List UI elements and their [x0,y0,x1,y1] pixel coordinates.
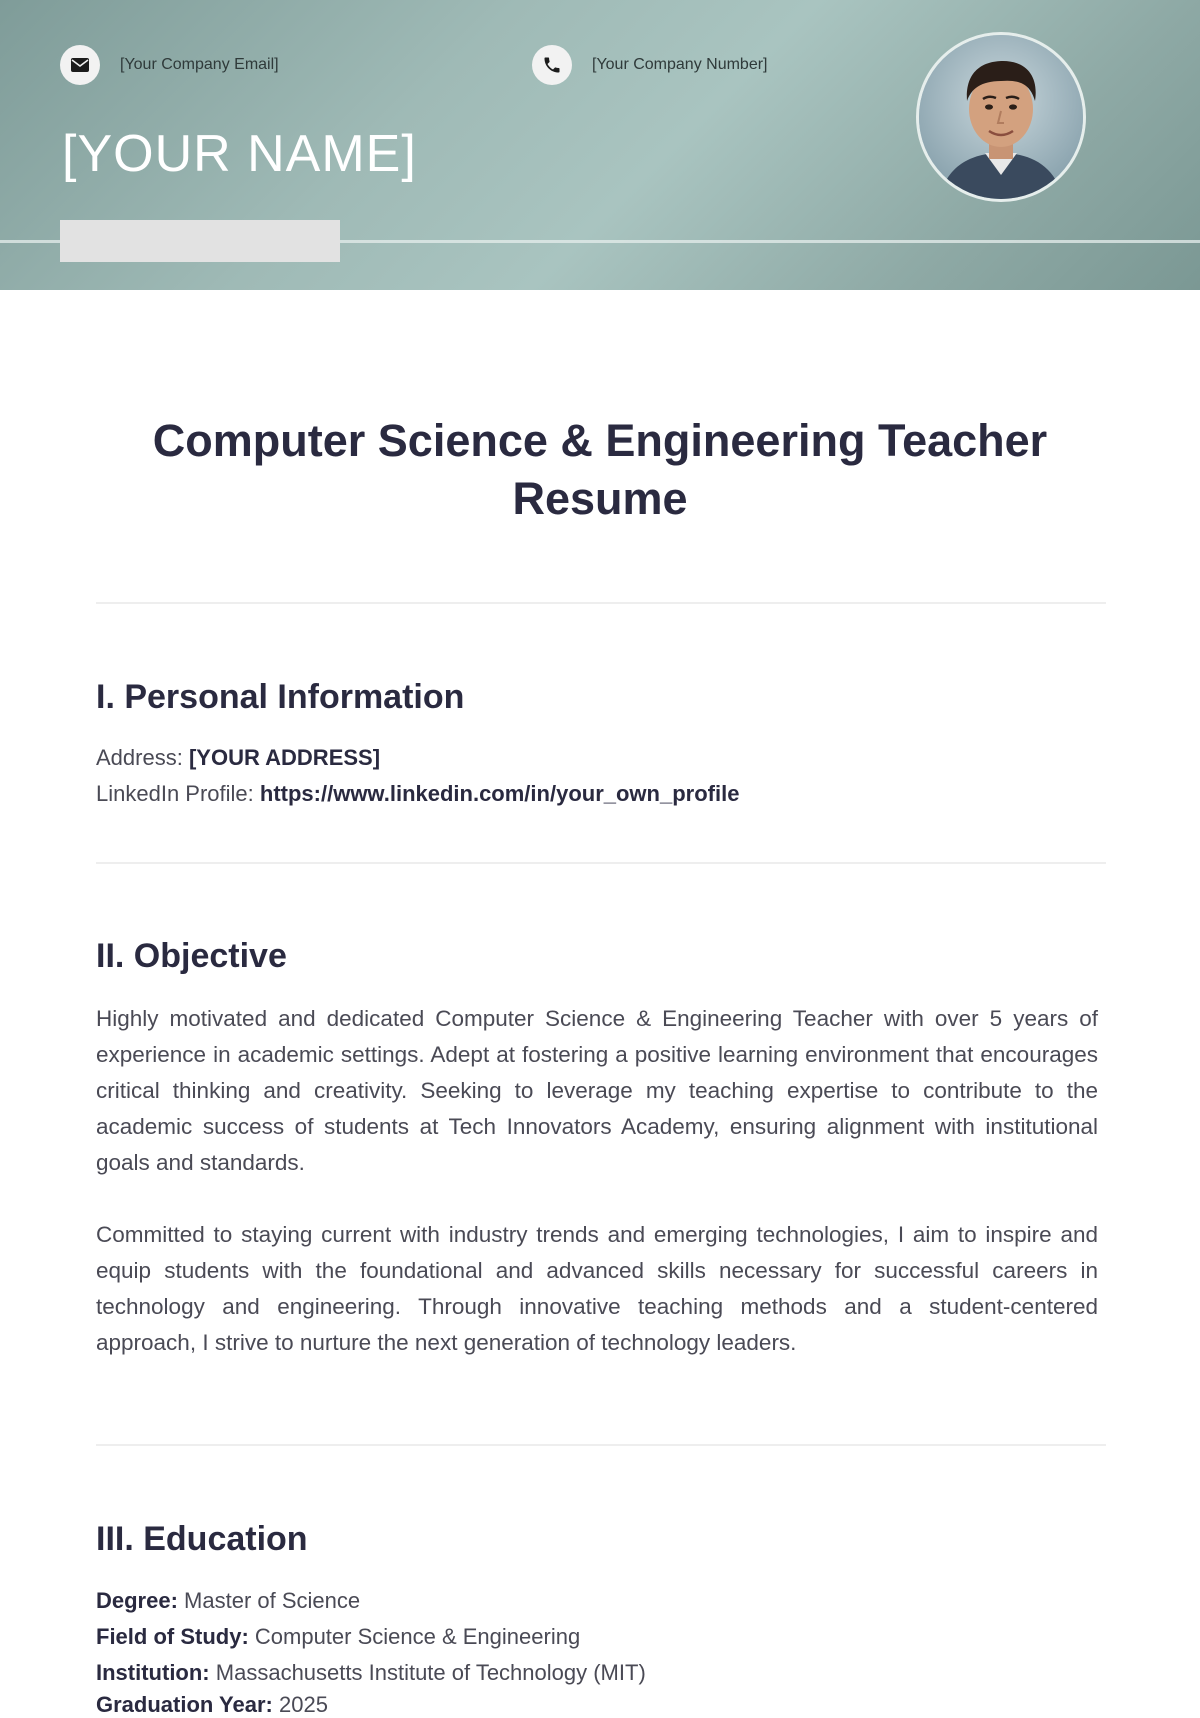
graduation-line [96,1692,328,1718]
field-line [96,1624,580,1650]
company-phone: [Your Company Number] [592,56,768,73]
objective-paragraph-1: Highly motivated and dedicated Computer Science & Engineering Teacher with over 5 years of experience in academic settings. Adept at fostering a positive learning environment that encourages critical thinking and creativity. Seeking to leverage my teaching expertise to contribute to the academic success of students at Tech Innovators Academy, ensuring alignment with institutional goals and standards. [96,1006,1098,1175]
envelope-icon [60,45,100,85]
field-value: Computer Science & Engineering [254,1624,581,1649]
objective-paragraph-2: Committed to staying current with industry trends and emerging technologies, I aim to inspire and equip students with the foundational and advanced skills necessary for successful careers in technology and engineering. Through innovative teaching methods and a student-centered approach, I strive to nurture the next generation of technology leaders. [96,1222,1098,1355]
contact-email [60,45,279,85]
header-banner [0,0,1200,290]
linkedin-label: LinkedIn Profile: [96,781,254,806]
your-name: [YOUR NAME] [62,125,417,183]
address-label: Address: [96,745,183,770]
document-title: Computer Science & Engineering Teacher Resume [152,415,1048,524]
degree-label: Degree: [96,1588,178,1613]
section-divider [96,602,1106,604]
section-heading-education: III. Education [96,1520,308,1558]
institution-label: Institution: [96,1660,210,1685]
section-divider [96,862,1106,864]
portrait-image [919,35,1083,199]
address-value: [YOUR ADDRESS] [188,745,381,770]
graduation-value: 2025 [279,1692,328,1717]
contact-phone [532,45,768,85]
address-line [96,745,380,771]
linkedin-line [96,781,739,807]
section-divider [96,1444,1106,1446]
institution-value: Massachusetts Institute of Technology (MIT) [215,1660,646,1685]
company-email: [Your Company Email] [120,56,279,73]
field-label: Field of Study: [96,1624,249,1649]
degree-line [96,1588,360,1614]
linkedin-value: https://www.linkedin.com/in/your_own_profile [259,781,740,806]
degree-value: Master of Science [184,1588,361,1613]
section-heading-objective: II. Objective [96,937,287,975]
avatar [916,32,1086,202]
name-underline-bar [60,220,340,262]
section-heading-personal: I. Personal Information [96,678,465,716]
phone-icon [532,45,572,85]
institution-line [96,1660,646,1686]
graduation-label: Graduation Year: [96,1692,273,1717]
